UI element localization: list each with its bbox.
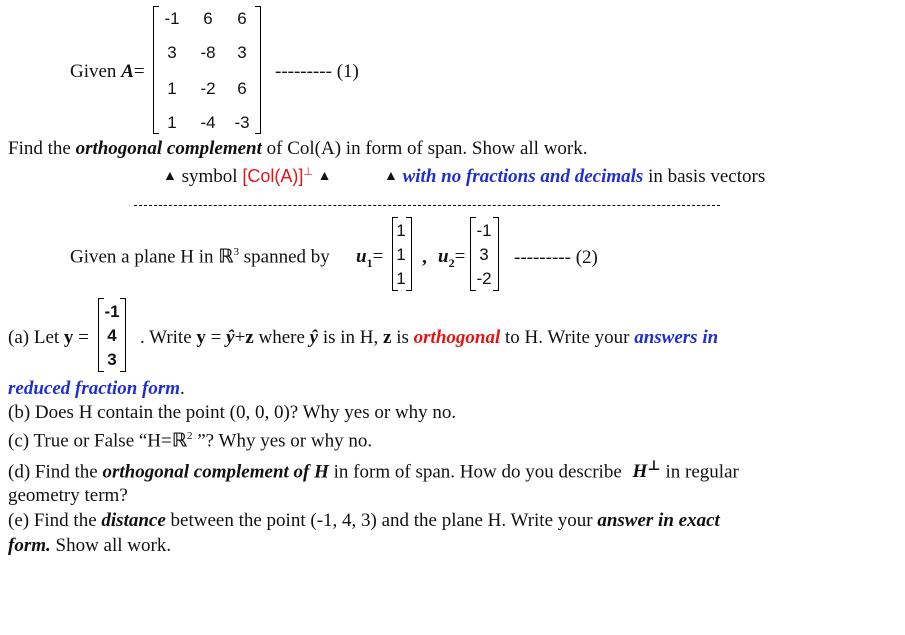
eq2-label: [514, 248, 598, 267]
vector-entry: 1: [396, 221, 406, 240]
y-var-2: y: [196, 327, 206, 348]
answer-exact-text: answer in exact: [597, 510, 720, 531]
part-a-start: [8, 328, 89, 347]
orthogonal-text: orthogonal: [413, 327, 501, 348]
matrix-cell: -2: [200, 79, 216, 98]
part-e-pre: (e) Find the: [8, 510, 97, 531]
vector-entry: -1: [476, 221, 492, 240]
matrix-cell: 1: [167, 113, 177, 132]
matrix-cell: -8: [200, 43, 216, 62]
z-var-2: z: [383, 327, 392, 348]
plane-given-text: Given a plane H in: [70, 246, 214, 268]
plus-sign: +: [234, 327, 246, 348]
eq1-dashes: ---------: [275, 61, 332, 82]
vector-entry: 3: [479, 245, 489, 264]
colA-text: [Col(A)]: [242, 166, 304, 186]
part-c: [8, 431, 372, 450]
u1-label: [356, 247, 383, 269]
y-equals-2: =: [210, 327, 222, 348]
part-d-pre: (d) Find the: [8, 461, 98, 483]
period: .: [180, 378, 185, 399]
vector-entry: 3: [107, 350, 117, 369]
show-work-text: Show all work.: [55, 535, 172, 556]
reals-symbol: ℝ: [218, 245, 234, 268]
write-text: . Write: [140, 327, 192, 348]
matrix-a-left-bracket: [153, 6, 159, 134]
reals-symbol: ℝ: [171, 429, 187, 452]
yhat-var-2: ŷ: [309, 327, 319, 348]
matrix-cell: -1: [164, 9, 180, 28]
vector-entry: 4: [107, 326, 117, 345]
q1-rest: of Col(A) in form of span. Show all work.: [266, 138, 588, 159]
y-var: y: [63, 327, 74, 348]
q1-symbol-line: [163, 167, 332, 186]
where-text: where: [258, 327, 305, 348]
given-word: Given: [70, 61, 117, 82]
is-text: is: [396, 327, 409, 348]
eq2-dashes: ---------: [514, 247, 571, 268]
q1-constraint-line: [384, 167, 765, 186]
vector-entry: -1: [104, 302, 120, 321]
part-a-line2: [8, 379, 185, 398]
h-var: H: [632, 461, 648, 483]
eq1-number: (1): [336, 61, 359, 82]
y-equals: =: [78, 327, 89, 348]
r2-exponent: 2: [186, 430, 193, 442]
u1-var: u: [356, 246, 367, 267]
part-d-mid: in form of span. How do you describe: [333, 461, 622, 483]
part-d-oc: orthogonal complement of H: [102, 461, 329, 483]
matrix-cell: -3: [234, 113, 250, 132]
perp-symbol: ⊥: [303, 166, 313, 178]
matrix-a-right-bracket: [255, 6, 261, 134]
matrix-cell: 6: [237, 9, 247, 28]
u2-label: [438, 247, 465, 269]
u2-var: u: [438, 246, 449, 267]
q1-find: Find the: [8, 138, 71, 159]
plane-given: [70, 247, 330, 266]
vector-entry: 1: [396, 269, 406, 288]
part-d-line2: geometry term?: [8, 485, 128, 506]
triangle-icon: ▲: [163, 169, 177, 184]
r3-exponent: 3: [233, 246, 239, 258]
part-e-mid: between the point (-1, 4, 3) and the plane H. Write your: [170, 510, 593, 531]
basis-vectors-text: in basis vectors: [648, 166, 766, 187]
u1-sub: 1: [366, 255, 373, 270]
part-d: [8, 460, 739, 481]
matrix-cell: -4: [200, 113, 216, 132]
colA-symbol: [242, 166, 313, 186]
to-h-text: to H. Write your: [504, 327, 630, 348]
distance-text: distance: [101, 510, 166, 531]
q1-line: [8, 139, 588, 158]
matrix-cell: 1: [167, 79, 177, 98]
given-a-label: [70, 62, 145, 81]
yhat-var: ŷ: [226, 327, 235, 348]
part-d-post: in regular: [665, 461, 739, 483]
part-a-let: (a) Let: [8, 327, 60, 348]
symbol-label: symbol: [181, 166, 238, 187]
answers-in-text: answers in: [634, 327, 719, 348]
vector-comma: ,: [422, 247, 427, 268]
matrix-cell: 6: [237, 79, 247, 98]
matrix-cell: 3: [167, 43, 177, 62]
part-e-line2: [8, 536, 171, 555]
part-b: (b) Does H contain the point (0, 0, 0)? Why yes or why no.: [8, 402, 457, 423]
matrix-cell: 6: [203, 9, 213, 28]
z-var: z: [245, 327, 254, 348]
matrix-a-equals: =: [133, 61, 145, 82]
triangle-icon: ▲: [384, 169, 398, 184]
matrix-cell: 3: [237, 43, 247, 62]
eq1-label: [275, 62, 359, 81]
vector-entry: 1: [396, 245, 406, 264]
u2-sub: 2: [448, 255, 455, 270]
matrix-a-var: A: [121, 61, 134, 82]
part-a-rest: [140, 328, 718, 347]
u2-equals: =: [454, 246, 466, 267]
q1-orthogonal-complement: orthogonal complement: [75, 138, 262, 159]
no-fractions-text: with no fractions and decimals: [402, 166, 644, 187]
eq2-number: (2): [575, 247, 598, 268]
is-in-h-text: is in H,: [322, 327, 379, 348]
section-divider: [134, 205, 720, 206]
form-text: form.: [8, 535, 51, 556]
part-c-post: ”? Why yes or why no.: [192, 430, 373, 452]
spanned-by-text: spanned by: [243, 246, 330, 268]
h-perp-symbol: ⊥: [647, 459, 661, 474]
triangle-icon: ▲: [317, 169, 332, 184]
vector-entry: -2: [476, 269, 492, 288]
part-c-pre: (c) True or False “H=: [8, 430, 172, 452]
part-e: [8, 511, 720, 530]
reduced-fraction-text: reduced fraction form: [8, 378, 181, 399]
u1-equals: =: [372, 246, 384, 267]
